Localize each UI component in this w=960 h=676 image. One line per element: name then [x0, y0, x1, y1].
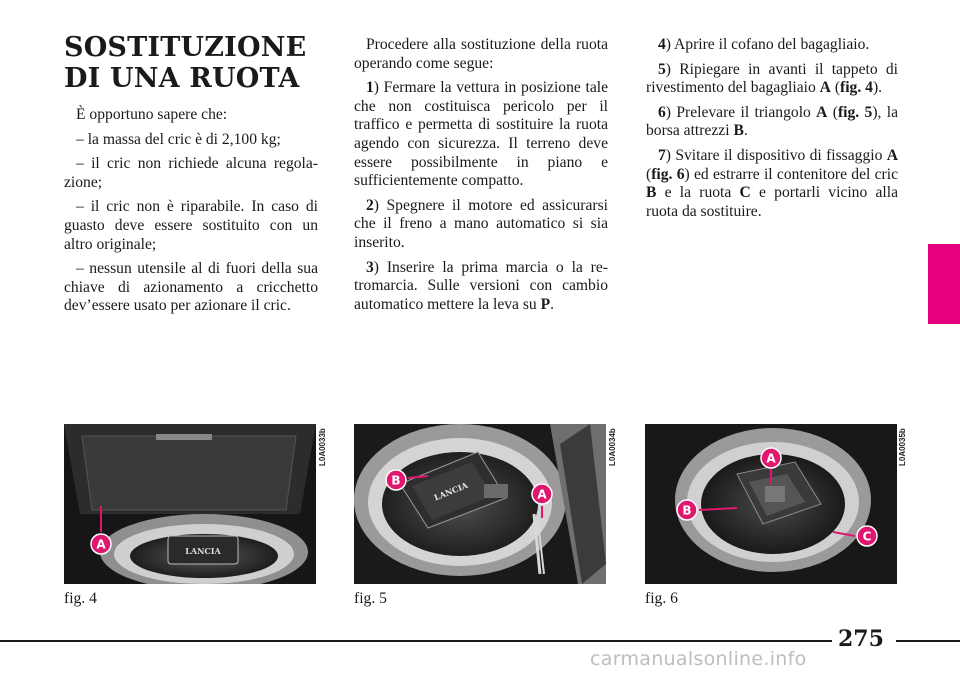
brand-label: LANCIA — [432, 479, 470, 503]
list-item: – la massa del cric è di 2,100 kg; — [76, 130, 281, 148]
step-5: 5) Ripiegare in avanti il tappeto di rivestimento del bagagliaio A (fig. 4). — [646, 60, 898, 97]
step-3: 3) Inserire la prima marcia o la re-tromarcia. Sulle versioni con cambio automatico mettere la leva su P. — [354, 258, 608, 313]
section-tab-marker — [928, 244, 960, 324]
figure-caption: fig. 6 — [645, 590, 678, 607]
figure-code: L0A0034b — [608, 428, 617, 466]
step-6: 6) Prelevare il triangolo A (fig. 5), la borsa attrezzi B. — [646, 103, 899, 140]
step-2: 2) Spegnere il motore ed assicurarsi che il freno a mano automatico si sia inserito. — [354, 196, 608, 251]
list-item: – il cric non è riparabile. In caso di guasto deve essere sostituito con un altro originale; — [64, 198, 318, 253]
step-7: 7) Svitare il dispositivo di fissaggio A (fig. 6) ed estrarre il contenitore del cric B e la ruota C e portarli vicino alla ruota da sostituire. — [646, 146, 898, 220]
column-1 — [64, 106, 318, 322]
figure-caption: fig. 5 — [354, 590, 387, 607]
callout-a: A — [537, 487, 547, 502]
title-line-1: SOSTITUZIONE — [64, 32, 307, 63]
procedure-intro: Procedere alla sostituzione della ruota operando come segue: — [354, 36, 608, 72]
brand-label: LANCIA — [185, 546, 221, 556]
footer-rule — [0, 640, 960, 642]
figure-5-photo — [354, 424, 606, 584]
callout-a: A — [96, 537, 106, 552]
list-item: – nessun utensile al di fuori della sua chiave di azionamento a cricchetto dev’essere usato per azionare il cric. — [64, 260, 318, 315]
figure-code: L0A0035b — [898, 428, 907, 466]
callout-a: A — [766, 451, 776, 466]
figure-code: L0A0033b — [318, 428, 327, 466]
watermark: carmanualsonline.info — [590, 648, 807, 670]
page-number: 275 — [838, 626, 884, 652]
intro-text: È opportuno sapere che: — [76, 106, 228, 123]
column-3 — [646, 36, 898, 227]
title-line-2: DI UNA RUOTA — [64, 63, 300, 94]
callout-c: C — [862, 529, 872, 544]
column-2 — [354, 36, 608, 320]
step-4: 4) Aprire il cofano del bagagliaio. — [658, 36, 870, 53]
list-item: – il cric non richiede alcuna regola-zione; — [64, 155, 318, 191]
callout-b: B — [682, 503, 692, 518]
figure-6-photo — [645, 424, 897, 584]
figure-caption: fig. 4 — [64, 590, 97, 607]
section-title — [64, 32, 324, 94]
step-1: 1) Fermare la vettura in posizione tale che non costituisca pericolo per il traffico e permetta di sostituire la ruota agendo con sicurezza. Il terreno deve essere possibilmente in piano e sufficientemente compatto. — [354, 79, 608, 190]
figure-4-photo — [64, 424, 316, 584]
callout-b: B — [391, 473, 401, 488]
